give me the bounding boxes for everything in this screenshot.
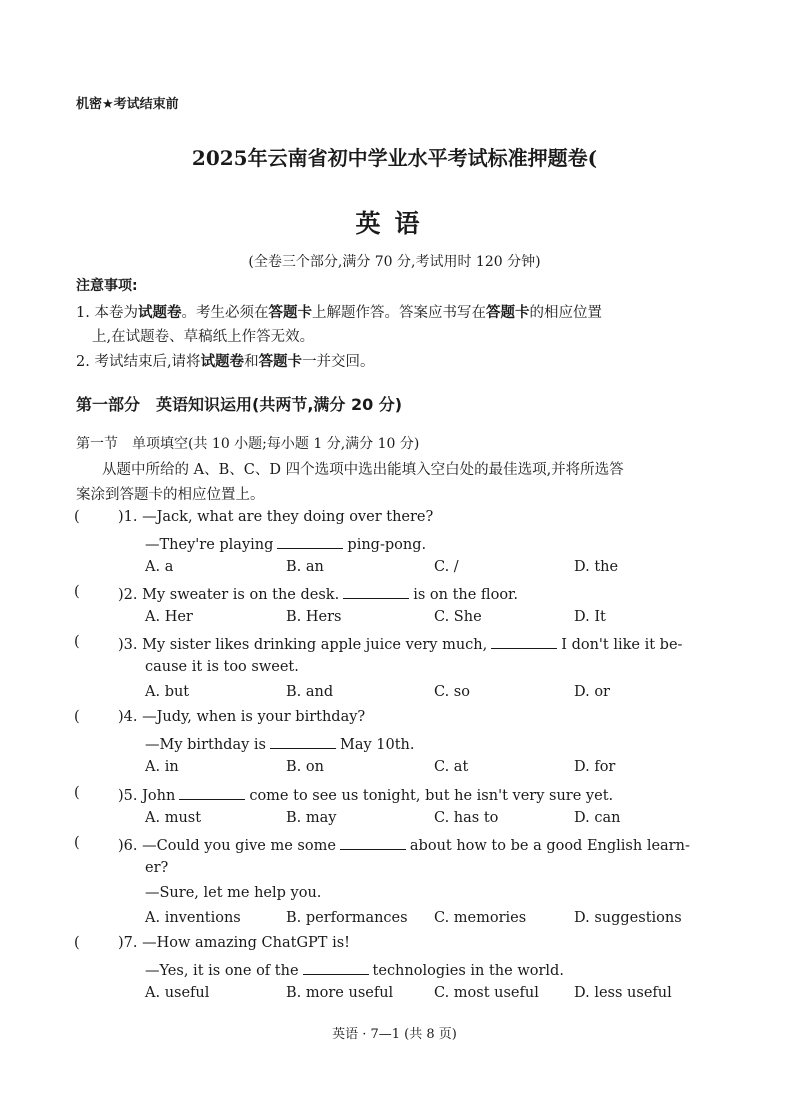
instruction-line-1: 从题中所给的 A、B、C、D 四个选项中选出能填入空白处的最佳选项,并将所选答: [102, 462, 624, 478]
option-a: A. in: [145, 759, 179, 775]
option-d: D. less useful: [574, 985, 672, 1001]
option-c: C. /: [434, 559, 459, 575]
question-stem: [145, 534, 426, 553]
notice-text: 一并交回。: [302, 354, 375, 370]
notice-item-2: [76, 350, 375, 371]
stem-text: about how to be a good English learn-: [409, 838, 690, 854]
question-5-options: [0, 810, 789, 832]
answer-paren-open[interactable]: (: [74, 709, 80, 725]
notice-item-1-cont: 上,在试题卷、草稿纸上作答无效。: [92, 329, 315, 345]
answer-blank: [343, 584, 409, 599]
option-b: B. on: [286, 759, 324, 775]
instruction-line-2: 案涂到答题卡的相应位置上。: [76, 487, 265, 503]
question-stem: er?: [145, 860, 169, 876]
stem-text: May 10th.: [339, 737, 415, 753]
question-3-options: [0, 684, 789, 706]
answer-paren-open[interactable]: (: [74, 634, 80, 650]
stem-text: come to see us tonight, but he isn't very sure yet.: [249, 788, 614, 804]
option-d: D. or: [574, 684, 610, 700]
page-footer: 英语 · 7—1 (共 8 页): [332, 1027, 457, 1042]
notice-text: 1. 本卷为: [76, 305, 138, 321]
option-c: C. She: [434, 609, 482, 625]
stem-text: )6. —Could you give me some: [118, 838, 336, 854]
subject-title: 英语: [355, 209, 434, 238]
notice-text: 和: [244, 354, 259, 370]
question-6-line-3: [0, 885, 789, 907]
stem-text: )3. My sister likes drinking apple juice very much,: [118, 637, 488, 653]
question-stem: [145, 734, 415, 753]
question-1-line-2: [0, 534, 789, 556]
answer-blank: [277, 534, 343, 549]
option-a: A. Her: [145, 609, 193, 625]
option-b: B. an: [286, 559, 324, 575]
stem-text: )2. My sweater is on the desk.: [118, 587, 340, 603]
option-b: B. more useful: [286, 985, 394, 1001]
answer-paren-open[interactable]: (: [74, 935, 80, 951]
stem-text: —They're playing: [145, 537, 274, 553]
notice-text: 。考生必须在: [181, 305, 269, 321]
stem-text: technologies in the world.: [372, 963, 564, 979]
question-stem: cause it is too sweet.: [145, 659, 299, 675]
question-stem: —Sure, let me help you.: [145, 885, 322, 901]
question-1-options: [0, 559, 789, 581]
question-3-line-2: [0, 659, 789, 681]
stem-text: is on the floor.: [413, 587, 519, 603]
option-a: A. a: [145, 559, 174, 575]
question-6-line-2: [0, 860, 789, 882]
option-d: D. for: [574, 759, 616, 775]
option-c: C. has to: [434, 810, 499, 826]
question-2-options: [0, 609, 789, 631]
question-5: [0, 785, 789, 807]
question-stem: [118, 584, 518, 603]
stem-text: —My birthday is: [145, 737, 266, 753]
answer-blank: [491, 634, 557, 649]
option-d: D. suggestions: [574, 910, 682, 926]
question-4: [0, 709, 789, 731]
notice-keyword: 试题卷: [200, 353, 245, 370]
exam-note: (全卷三个部分,满分 70 分,考试用时 120 分钟): [248, 254, 541, 270]
question-4-options: [0, 759, 789, 781]
question-7: [0, 935, 789, 957]
exam-title: 2025年云南省初中学业水平考试标准押题卷(: [191, 146, 598, 170]
question-2: [0, 584, 789, 606]
answer-paren-open[interactable]: (: [74, 785, 80, 801]
question-6-options: [0, 910, 789, 932]
option-a: A. useful: [145, 985, 210, 1001]
question-7-line-2: [0, 960, 789, 982]
notice-text: 上解题作答。答案应书写在: [311, 305, 486, 321]
notice-keyword: 答题卡: [268, 304, 312, 321]
notice-text: 的相应位置: [529, 305, 602, 321]
option-d: D. the: [574, 559, 619, 575]
question-7-options: [0, 985, 789, 1007]
notice-heading: 注意事项:: [76, 278, 138, 294]
option-d: D. can: [574, 810, 621, 826]
notice-keyword: 答题卡: [258, 353, 303, 370]
notice-keyword: 试题卷: [137, 304, 182, 321]
option-b: B. may: [286, 810, 337, 826]
question-6: [0, 835, 789, 857]
answer-paren-open[interactable]: (: [74, 509, 80, 525]
option-b: B. Hers: [286, 609, 342, 625]
answer-blank: [303, 960, 369, 975]
question-stem: )1. —Jack, what are they doing over there?: [118, 509, 434, 525]
question-stem: [118, 634, 682, 653]
option-d: D. It: [574, 609, 606, 625]
stem-text: —Yes, it is one of the: [145, 963, 299, 979]
answer-paren-open[interactable]: (: [74, 835, 80, 851]
question-stem: [118, 785, 613, 804]
question-1: [0, 509, 789, 531]
question-stem: [145, 960, 564, 979]
question-4-line-2: [0, 734, 789, 756]
stem-text: ping-pong.: [347, 537, 427, 553]
option-c: C. most useful: [434, 985, 539, 1001]
section-one-heading: 第一节 单项填空(共 10 小题;每小题 1 分,满分 10 分): [76, 436, 420, 452]
answer-blank: [340, 835, 406, 850]
answer-paren-open[interactable]: (: [74, 584, 80, 600]
confidential-label: 机密★考试结束前: [76, 97, 179, 112]
option-b: B. and: [286, 684, 334, 700]
option-a: A. but: [145, 684, 190, 700]
answer-blank: [179, 785, 245, 800]
question-stem: )4. —Judy, when is your birthday?: [118, 709, 366, 725]
option-c: C. at: [434, 759, 469, 775]
question-stem: [118, 835, 690, 854]
option-b: B. performances: [286, 910, 408, 926]
option-c: C. so: [434, 684, 470, 700]
stem-text: )5. John: [118, 788, 176, 804]
notice-text: 2. 考试结束后,请将: [76, 354, 201, 370]
option-c: C. memories: [434, 910, 527, 926]
option-a: A. must: [145, 810, 202, 826]
part-one-heading: 第一部分 英语知识运用(共两节,满分 20 分): [76, 395, 403, 414]
stem-text: I don't like it be-: [561, 637, 683, 653]
notice-item-1: [76, 301, 602, 322]
option-a: A. inventions: [145, 910, 241, 926]
question-3: [0, 634, 789, 656]
answer-blank: [270, 734, 336, 749]
question-stem: )7. —How amazing ChatGPT is!: [118, 935, 350, 951]
notice-keyword: 答题卡: [485, 304, 530, 321]
